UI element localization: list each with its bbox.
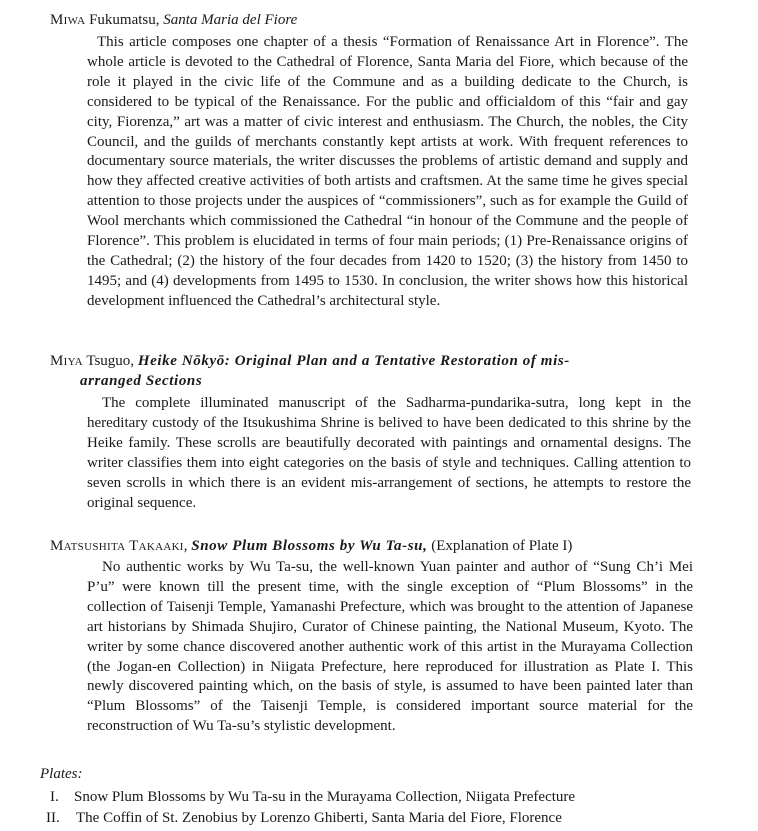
abstract-text: The complete illuminated manuscript of the Sadharma-pundarika-sutra, long kept in the hereditary custody of the Itsukushima Shrine is belived to have been dedicated to this shrine by the Heike family. These scrolls are beautifully decorated with paintings and ornamental designs. The writer classifies them into eight categories on the basis of style and techniques. Calling attention to seven scrolls in which there is an evident mis-arrangement of sections, he attempts to restore the original sequence. xyxy=(87,395,691,511)
article-abstract xyxy=(87,33,688,312)
plate-item xyxy=(50,787,695,808)
entry-heading xyxy=(50,536,695,556)
plates-label: Plates: xyxy=(40,766,83,782)
author-name: Miwa xyxy=(50,12,86,28)
article-title-suffix: (Explanation of Plate I) xyxy=(427,538,573,554)
plate-item xyxy=(46,808,695,829)
author-given-name: Fukumatsu, xyxy=(85,12,164,28)
plate-caption: Snow Plum Blossoms by Wu Ta-su in the Murayama Collection, Niigata Prefecture xyxy=(74,789,576,805)
article-abstract xyxy=(87,394,691,513)
entry-heading-cont xyxy=(50,371,695,391)
abstract-text: No authentic works by Wu Ta-su, the well-known Yuan painter and author of “Sung Ch’i Mei P’u” were known till the present time, with the single exception of “Plum Blossoms” in the collection of Taisenji Temple, Yamanashi Prefecture, which was brought to the attention of Japanese art historians by Shimada Shujiro, Curator of Chinese painting, the National Museum, Kyoto. The writer by some chance discovered another authentic work of this artist in the Murayama Collection (the Jogan-en Collection) in Niigata Prefecture, here reproduced for illustration as Plate I. This newly discovered painting which, on the basis of style, is assumed to have been painted later than “Plum Blossoms” of the Taisenji Temple, is considered important source material for the reconstruction of Wu Ta-su’s stylistic development. xyxy=(87,559,693,735)
article-abstract xyxy=(87,558,693,737)
abstract-text: This article composes one chapter of a thesis “Formation of Renaissance Art in Florence”. The whole article is devoted to the Cathedral of Florence, Santa Maria del Fiore, which because of the role it played in the civic life of the Commune and as a building dedicate to the Church, is considered to be typical of the Renaissance. For the public and officialdom of this “fair and gay city, Fiorenza,” art was a matter of civic interest and enthusiasm. The Church, the nobles, the City Council, and the guilds of merchants constantly kept artists at work. With frequent references to documentary source materials, the writer discusses the problems of artistic demand and supply and how they affected creative activities of both artists and craftsmen. At the same time he gives special attention to those projects under the auspices of “commissioners”, such as for example the Guild of Wool merchants which commissioned the Cathedral “in honour of the Commune and the people of Florence”. This problem is elucidated in terms of four main periods; (1) Pre-Renaissance origins of the Cathedral; (2) the history of the four decades from 1420 to 1520; (3) the history from 1450 to 1495; and (4) developments from 1495 to 1530. In conclusion, the writer shows how this historical development influenced the Cathedral’s architectural style. xyxy=(87,34,688,309)
plate-number: II. xyxy=(46,810,60,826)
author-name: Matsushita Takaaki xyxy=(50,538,184,554)
article-title: Snow Plum Blossoms by Wu Ta-su, xyxy=(191,538,428,554)
plate-list xyxy=(46,787,695,829)
author-name: Miya xyxy=(50,353,83,369)
article-title: Heike Nōkyō: Original Plan and a Tentative Restoration of mis- xyxy=(137,353,570,369)
article-title: Santa Maria del Fiore xyxy=(163,12,298,28)
plate-caption: The Coffin of St. Zenobius by Lorenzo Ghiberti, Santa Maria del Fiore, Florence xyxy=(76,810,562,826)
article-title-cont: arranged Sections xyxy=(80,373,203,389)
plate-number: I. xyxy=(50,789,59,805)
author-given-name: , xyxy=(183,538,192,554)
article-entry-miwa xyxy=(50,10,695,30)
article-entry-matsushita xyxy=(50,536,695,556)
entry-heading xyxy=(50,351,695,371)
article-entry-miya xyxy=(50,351,695,391)
author-given-name: Tsuguo, xyxy=(82,353,138,369)
entry-heading xyxy=(50,10,695,30)
